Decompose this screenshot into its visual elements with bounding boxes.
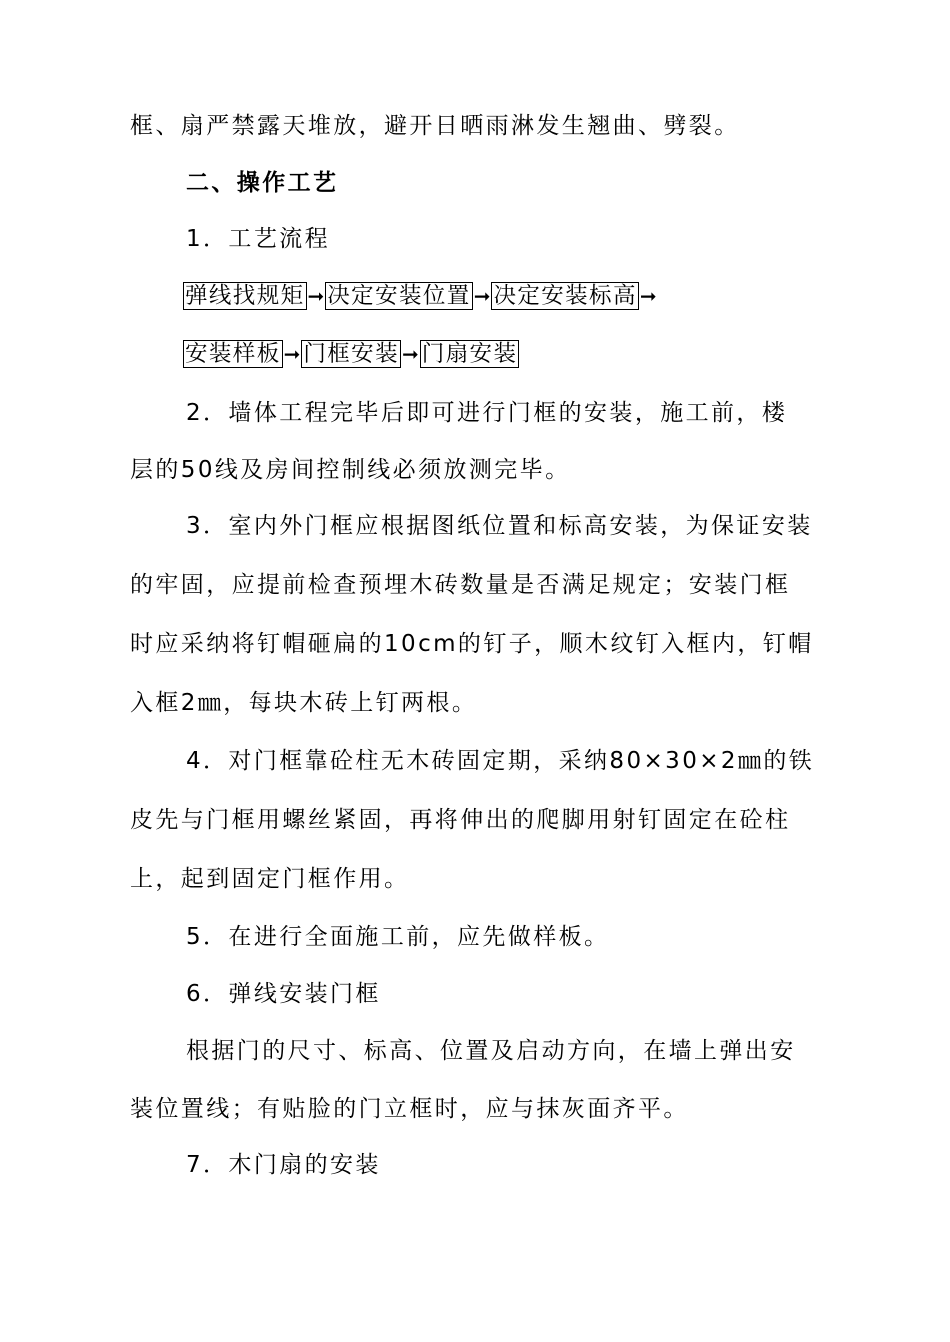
- subheading: 7．木门扇的安装: [186, 1152, 381, 1178]
- paragraph-line: 根据门的尺寸、标高、位置及启动方向，在墙上弹出安: [186, 1038, 796, 1064]
- arrow-right-icon: ➞: [401, 342, 419, 366]
- subheading: 6．弹线安装门框: [186, 981, 381, 1007]
- flow-step-box: 安装样板: [185, 341, 281, 367]
- arrow-right-icon: ➞: [639, 284, 657, 308]
- paragraph-line: 时应采纳将钉帽砸扁的10cm的钉子，顺木纹钉入框内，钉帽: [130, 631, 814, 657]
- paragraph-line: 层的50线及房间控制线必须放测完毕。: [130, 457, 571, 483]
- paragraph-line: 皮先与门框用螺丝紧固，再将伸出的爬脚用射钉固定在砼柱: [130, 807, 791, 833]
- arrow-right-icon: ➞: [307, 284, 325, 308]
- paragraph-line: 的牢固，应提前检查预埋木砖数量是否满足规定；安装门框: [130, 572, 791, 598]
- paragraph-line: 2．墙体工程完毕后即可进行门框的安装，施工前，楼: [186, 400, 788, 426]
- paragraph-line: 3．室内外门框应根据图纸位置和标高安装，为保证安装: [186, 513, 813, 539]
- arrow-right-icon: ➞: [473, 284, 491, 308]
- arrow-right-icon: ➞: [283, 342, 301, 366]
- flow-step-box: 门扇安装: [421, 341, 518, 367]
- flow-step-box: 弹线找规矩: [185, 283, 305, 309]
- section-heading: 二、操作工艺: [186, 170, 339, 196]
- paragraph-line: 5．在进行全面施工前，应先做样板。: [186, 924, 610, 950]
- paragraph-line: 框、扇严禁露天堆放，避开日晒雨淋发生翘曲、劈裂。: [130, 113, 740, 139]
- flow-step-box: 决定安装位置: [327, 283, 471, 309]
- paragraph-line: 4．对门框靠砼柱无木砖固定期，采纳80×30×2㎜的铁: [186, 748, 815, 774]
- process-flow-row-2: [183, 339, 519, 369]
- flow-step-box: 决定安装标高: [493, 283, 637, 309]
- process-flow-row-1: [183, 281, 658, 311]
- paragraph-line: 装位置线；有贴脸的门立框时，应与抹灰面齐平。: [130, 1096, 689, 1122]
- flow-step-box: 门框安装: [303, 341, 399, 367]
- paragraph-line: 入框2㎜，每块木砖上钉两根。: [130, 690, 478, 716]
- subheading-process-flow: 1．工艺流程: [186, 226, 331, 252]
- paragraph-line: 上，起到固定门框作用。: [130, 866, 410, 892]
